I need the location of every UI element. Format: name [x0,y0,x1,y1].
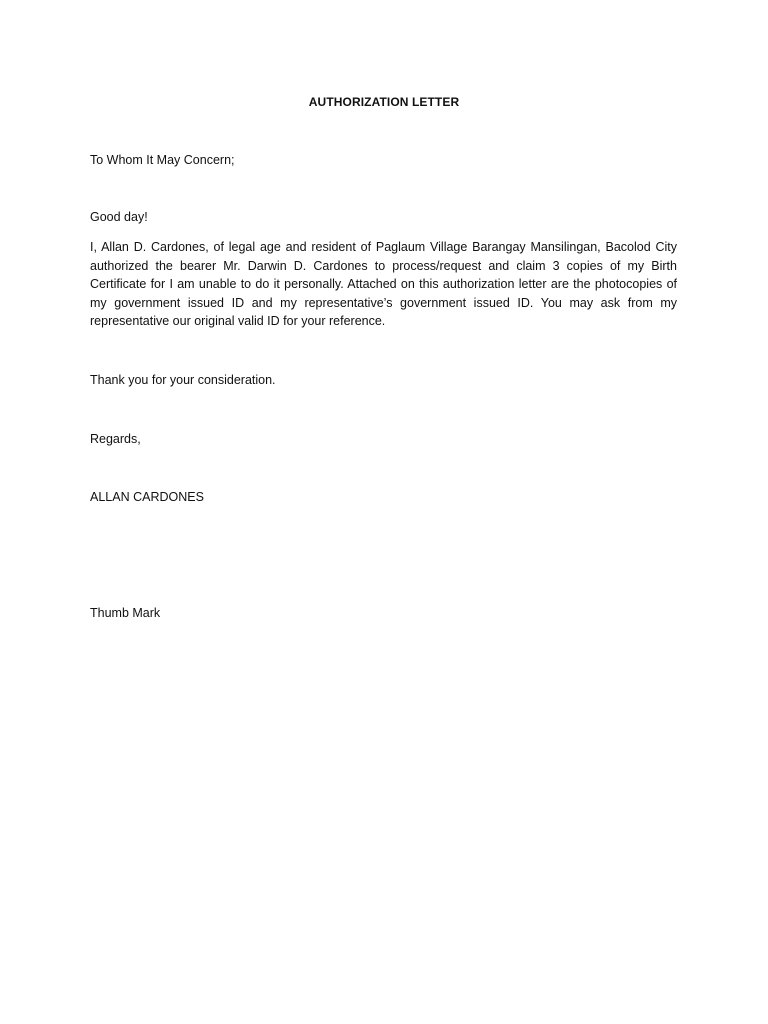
letter-salutation: To Whom It May Concern; [90,153,235,167]
signer-name: ALLAN CARDONES [90,490,204,504]
letter-greeting: Good day! [90,210,148,224]
letter-title: AUTHORIZATION LETTER [308,95,460,109]
thumb-mark-label: Thumb Mark [90,606,161,620]
letter-thanks: Thank you for your consideration. [90,373,276,387]
letter-body-paragraph: I, Allan D. Cardones, of legal age and resident of Paglaum Village Barangay Mansilingan, Bacolod City authorized the bearer Mr. Darwin D. Cardones to process/request and claim 3 copies of my Birth Certificate for I am unable to do it personally. Attached on this authorization letter are the photocopies of my government issued ID and my representative’s government issued ID. You may ask from my representative our original valid ID for your reference. [90,240,677,329]
letter-closing: Regards, [90,432,141,446]
